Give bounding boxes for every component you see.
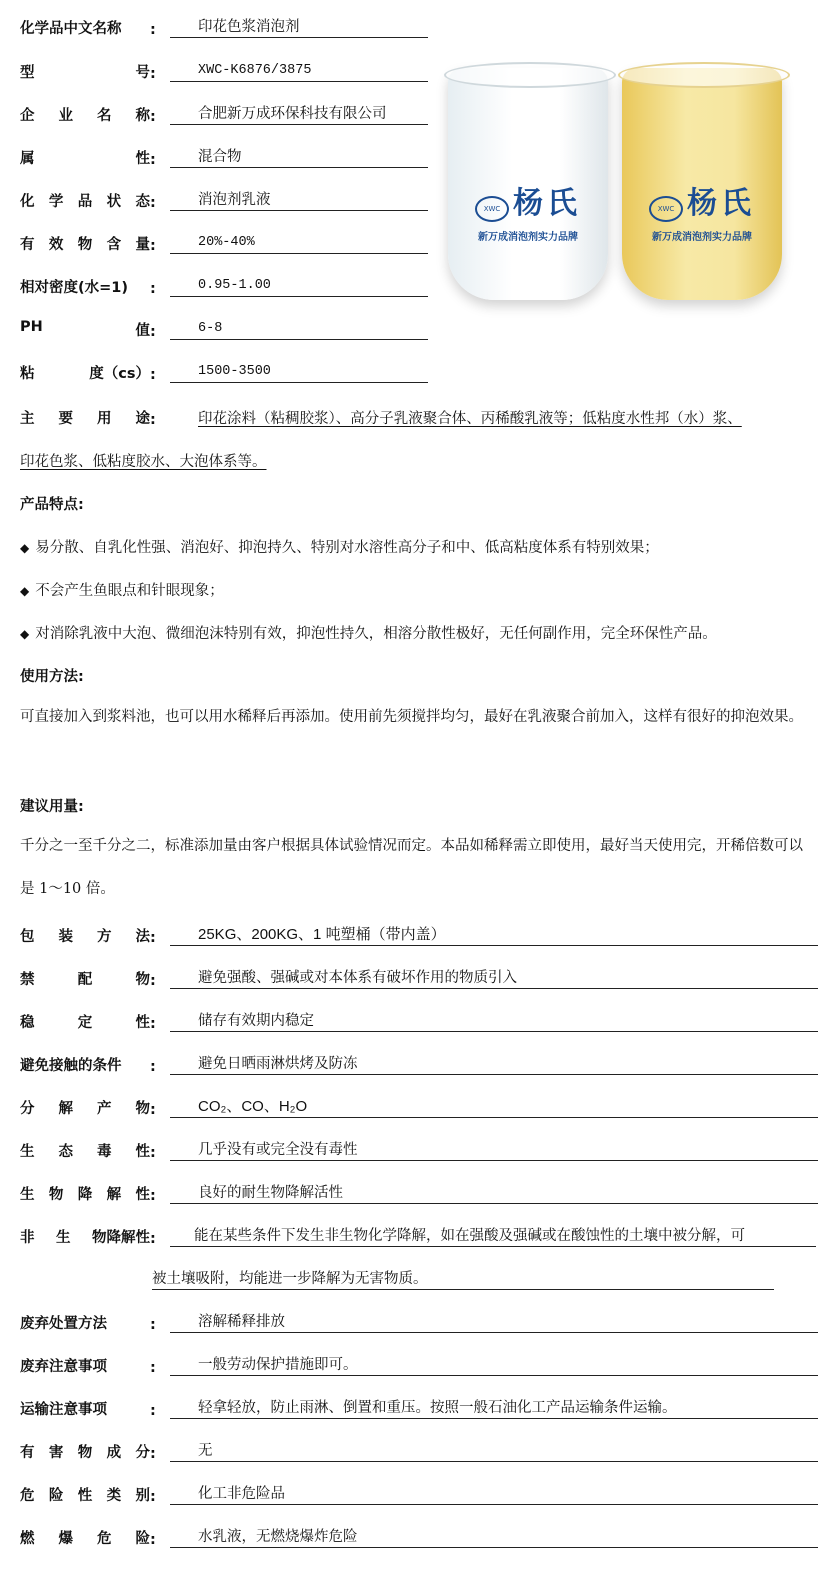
field-value: 良好的耐生物降解活性 — [170, 1184, 818, 1204]
field-state: 化 学 品 状 态 : 消泡剂乳液 — [20, 187, 428, 211]
field-density: 相对密度(水=1) : 0.95-1.00 — [20, 273, 428, 297]
usage-line-1: 印花涂料（粘稠胶浆）、高分子乳液聚合体、丙稀酸乳液等；低粘度水性邦（水）浆、 — [198, 411, 742, 427]
dosage-text: 千分之一至千分之二，标准添加量由客户根据具体试验情况而定。本品如稀释需立即使用，最好当天使用完，开稀倍数可以是 1～10 倍。 — [20, 838, 803, 897]
field-avoid-conditions: 避免接触的条件 : 避免日晒雨淋烘烤及防冻 — [20, 1051, 818, 1075]
usage-line-2: 印花色浆、低粘度胶水、大泡体系等。 — [20, 454, 267, 470]
field-value: 25KG、200KG、1 吨塑桶（带内盖） — [170, 926, 818, 946]
field-ecotoxicity: 生 态 毒 性 : 几乎没有或完全没有毒性 — [20, 1137, 818, 1161]
xwc-logo-icon: XWC — [475, 196, 509, 222]
brand-tagline: 新万成消泡剂实力品牌 — [652, 232, 752, 243]
field-usage: 主 要 用 途 : 印花涂料（粘稠胶浆）、高分子乳液聚合体、丙稀酸乳液等；低粘度水性邦（水）浆、 — [20, 404, 742, 428]
field-chemical-name: 化学品中文名称 : 印花色浆消泡剂 — [20, 14, 428, 38]
method-heading: 使用方法: — [20, 669, 84, 685]
field-active-content: 有 效 物 含 量 : 20%-40% — [20, 230, 428, 254]
product-image — [440, 68, 800, 318]
features-heading: 产品特点: — [20, 497, 84, 513]
diamond-bullet-icon: ◆ — [20, 541, 30, 555]
field-viscosity: 粘 度（cs） : 1500-3500 — [20, 359, 428, 383]
xwc-logo-icon: XWC — [649, 196, 683, 222]
field-model: 型 号 : XWC-K6876/3875 — [20, 58, 428, 82]
field-value: 能在某些条件下发生非生物化学降解，如在强酸及强碱或在酸蚀性的土壤中被分解，可 — [170, 1227, 816, 1247]
field-value: 混合物 — [170, 148, 428, 168]
field-value: 0.95-1.00 — [170, 277, 428, 297]
field-value: 避免强酸、强碱或对本体系有破坏作用的物质引入 — [170, 969, 818, 989]
field-stability: 稳 定 性 : 储存有效期内稳定 — [20, 1008, 818, 1032]
field-value: XWC-K6876/3875 — [170, 62, 428, 82]
field-value: 消泡剂乳液 — [170, 191, 428, 211]
field-decomposition: 分 解 产 物 : CO₂、CO、H₂O — [20, 1094, 818, 1118]
field-value: 轻拿轻放，防止雨淋、倒置和重压。按照一般石油化工产品运输条件运输。 — [170, 1399, 818, 1419]
field-value: 印花色浆消泡剂 — [170, 18, 428, 38]
field-property: 属 性 : 混合物 — [20, 144, 428, 168]
yellow-beaker — [622, 68, 782, 300]
field-value: 6-8 — [170, 320, 428, 340]
field-value: 20%-40% — [170, 234, 428, 254]
field-value: 储存有效期内稳定 — [170, 1012, 818, 1032]
field-hazard-category: 危 险 性 类 别 : 化工非危险品 — [20, 1481, 818, 1505]
field-transport-notes: 运输注意事项 : 轻拿轻放，防止雨淋、倒置和重压。按照一般石油化工产品运输条件运输。 — [20, 1395, 818, 1419]
field-packaging: 包 装 方 法 : 25KG、200KG、1 吨塑桶（带内盖） — [20, 922, 818, 946]
field-value: 1500-3500 — [170, 363, 428, 383]
field-value: 化工非危险品 — [170, 1485, 818, 1505]
brand-logo: 杨氏 — [687, 186, 755, 221]
field-abiotic-degradation: 非 生 物降解性 : 能在某些条件下发生非生物化学降解，如在强酸及强碱或在酸蚀性的土壤中被分解，可 — [20, 1223, 816, 1247]
field-value: 溶解稀释排放 — [170, 1313, 818, 1333]
field-explosion-hazard: 燃 爆 危 险 : 水乳液，无燃烧爆炸危险 — [20, 1524, 818, 1548]
field-label: 化学品中文名称 — [20, 21, 122, 37]
field-company: 企 业 名 称 : 合肥新万成环保科技有限公司 — [20, 101, 428, 125]
field-disposal-notes: 废弃注意事项 : 一般劳动保护措施即可。 — [20, 1352, 818, 1376]
feature-item: ◆ 易分散、自乳化性强、消泡好、抑泡持久、特别对水溶性高分子和中、低高粘度体系有特别效果； — [20, 540, 659, 556]
field-incompatible: 禁 配 物 : 避免强酸、强碱或对本体系有破坏作用的物质引入 — [20, 965, 818, 989]
feature-item: ◆ 不会产生鱼眼点和针眼现象； — [20, 583, 224, 599]
dosage-heading: 建议用量: — [20, 799, 84, 815]
field-value: CO₂、CO、H₂O — [170, 1098, 818, 1118]
diamond-bullet-icon: ◆ — [20, 627, 30, 641]
brand-tagline: 新万成消泡剂实力品牌 — [478, 232, 578, 243]
field-biodegradability: 生 物 降 解 性 : 良好的耐生物降解活性 — [20, 1180, 818, 1204]
diamond-bullet-icon: ◆ — [20, 584, 30, 598]
field-value: 合肥新万成环保科技有限公司 — [170, 105, 428, 125]
brand-logo: 杨氏 — [513, 186, 581, 221]
field-value: 无 — [170, 1442, 818, 1462]
feature-item: ◆ 对消除乳液中大泡、微细泡沫特别有效，抑泡性持久，相溶分散性极好，无任何副作用，完全环保性产品。 — [20, 626, 717, 642]
field-value: 一般劳动保护措施即可。 — [170, 1356, 818, 1376]
field-value: 避免日晒雨淋烘烤及防冻 — [170, 1055, 818, 1075]
white-beaker — [448, 68, 608, 300]
field-disposal-method: 废弃处置方法 : 溶解稀释排放 — [20, 1309, 818, 1333]
field-value: 几乎没有或完全没有毒性 — [170, 1141, 818, 1161]
field-ph: PH 值 : 6-8 — [20, 316, 428, 340]
method-text: 可直接加入到浆料池，也可以用水稀释后再添加。使用前先须搅拌均匀，最好在乳液聚合前加入，这样有很好的抑泡效果。 — [20, 709, 803, 725]
field-value: 水乳液，无燃烧爆炸危险 — [170, 1528, 818, 1548]
field-value-line-2: 被土壤吸附，均能进一步降解为无害物质。 — [152, 1270, 774, 1290]
field-hazardous-components: 有 害 物 成 分 : 无 — [20, 1438, 818, 1462]
